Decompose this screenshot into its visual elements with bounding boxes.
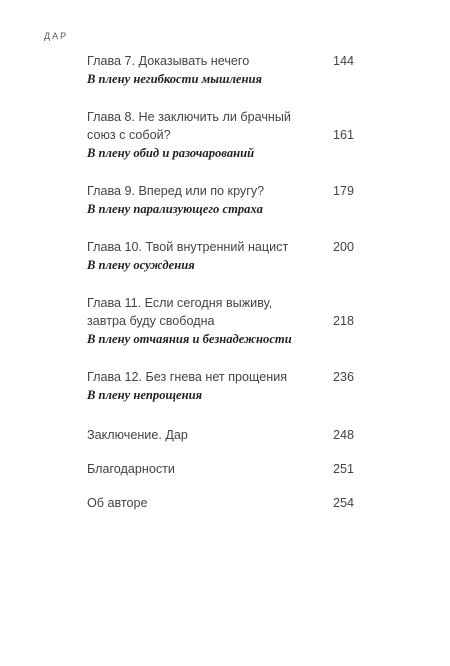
toc-entry-chapter-7[interactable] (87, 52, 354, 88)
page-number: 218 (332, 314, 354, 328)
entry-title: Об авторе (87, 496, 148, 510)
chapter-title: Глава 7. Доказывать нечего (87, 54, 250, 68)
page-number: 251 (332, 462, 354, 476)
toc-entry-chapter-11[interactable] (87, 294, 354, 348)
chapter-subtitle: В плену обид и разочарований (87, 146, 255, 160)
page-number: 161 (332, 128, 354, 142)
running-head: ДАР (44, 31, 69, 41)
chapter-title: Глава 10. Твой внутренний нацист (87, 240, 289, 254)
toc-entry-chapter-10[interactable] (87, 238, 354, 274)
chapter-title-line-1: Глава 8. Не заключить ли брачный (87, 110, 291, 124)
toc-entry-about-author[interactable] (87, 494, 354, 512)
page-number: 200 (332, 240, 354, 254)
toc-entry-acknowledgements[interactable] (87, 460, 354, 478)
chapter-subtitle: В плену отчаяния и безнадежности (87, 332, 292, 346)
toc-entry-chapter-9[interactable] (87, 182, 354, 218)
chapter-title: Глава 9. Вперед или по кругу? (87, 184, 265, 198)
chapter-subtitle: В плену парализующего страха (87, 202, 263, 216)
chapter-title: Глава 12. Без гнева нет прощения (87, 370, 288, 384)
page-number: 236 (332, 370, 354, 384)
entry-title: Заключение. Дар (87, 428, 188, 442)
table-of-contents (87, 52, 354, 512)
chapter-title-line-2: завтра буду свободна (87, 314, 215, 328)
entry-title: Благодарности (87, 462, 175, 476)
chapter-subtitle: В плену непрощения (87, 388, 203, 402)
toc-entry-conclusion[interactable] (87, 426, 354, 444)
page-number: 254 (332, 496, 354, 510)
page-number: 179 (332, 184, 354, 198)
chapter-subtitle: В плену негибкости мышления (87, 72, 262, 86)
toc-entry-chapter-12[interactable] (87, 368, 354, 404)
chapter-title-line-1: Глава 11. Если сегодня выживу, (87, 296, 273, 310)
toc-entry-chapter-8[interactable] (87, 108, 354, 162)
chapter-title-line-2: союз с собой? (87, 128, 171, 142)
page-number: 144 (332, 54, 354, 68)
page-number: 248 (332, 428, 354, 442)
chapter-subtitle: В плену осуждения (87, 258, 195, 272)
